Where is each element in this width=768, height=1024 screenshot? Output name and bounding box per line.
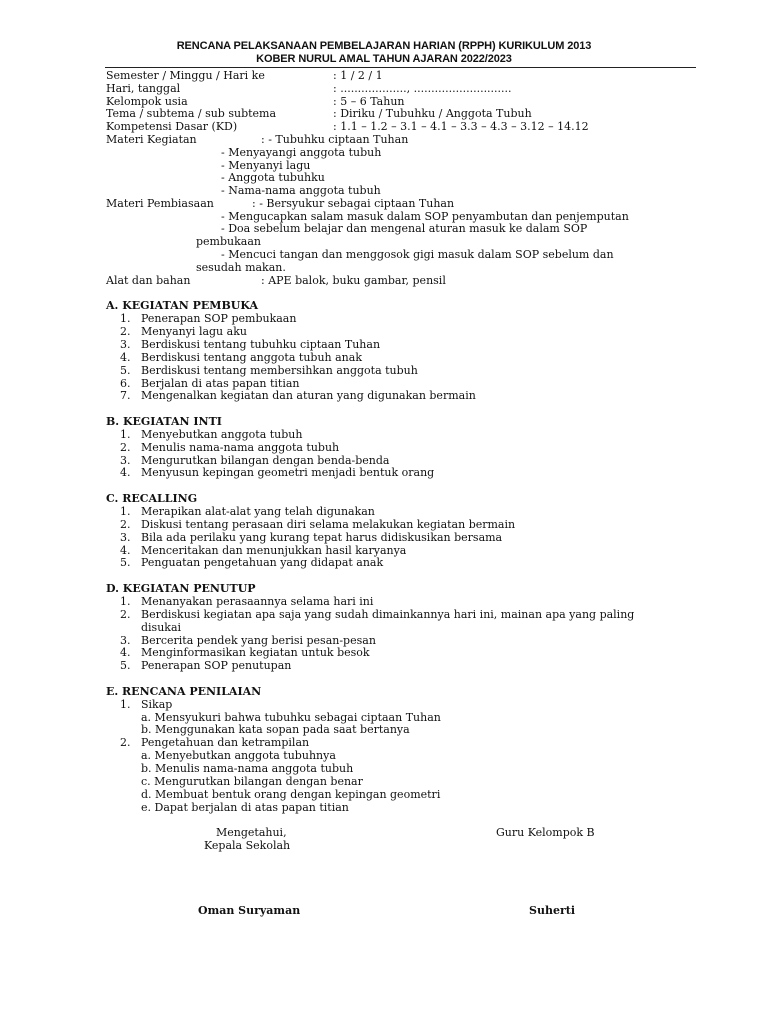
list-item: Menyanyi lagu aku [141, 325, 247, 338]
alat-value: : APE balok, buku gambar, pensil [261, 274, 446, 287]
signature-right-role: Guru Kelompok B [496, 826, 595, 839]
list-item: Menginformasikan kegiatan untuk besok [141, 646, 370, 659]
info-value-theme: : Diriku / Tubuhku / Anggota Tubuh [333, 107, 532, 120]
list-number: 4. [120, 351, 131, 364]
materi-pembiasaan-item: - Mencuci tangan dan menggosok gigi masuk dalam SOP sebelum dan [221, 248, 614, 261]
list-number: 1. [120, 698, 131, 711]
list-number: 2. [120, 441, 131, 454]
list-item: Berjalan di atas papan titian [141, 377, 300, 390]
list-number: 3. [120, 634, 131, 647]
materi-kegiatan-label: Materi Kegiatan [106, 133, 197, 146]
list-number: 1. [120, 595, 131, 608]
list-number: 1. [120, 312, 131, 325]
section-b-heading: B. KEGIATAN INTI [106, 415, 222, 428]
sub-list-item: b. Menggunakan kata sopan pada saat bertanya [141, 723, 410, 736]
list-number: 5. [120, 364, 131, 377]
sub-list-item: b. Menulis nama-nama anggota tubuh [141, 762, 354, 775]
info-label-theme: Tema / subtema / sub subtema [106, 107, 277, 120]
signature-left-caption: Mengetahui, [216, 826, 287, 839]
sub-list-item: d. Membuat bentuk orang dengan kepingan geometri [141, 788, 441, 801]
list-item: Mengenalkan kegiatan dan aturan yang digunakan bermain [141, 389, 476, 402]
list-number: 2. [120, 736, 131, 749]
list-item: Berdiskusi kegiatan apa saja yang sudah dimainkannya hari ini, mainan apa yang paling [141, 608, 635, 621]
materi-pembiasaan-item: - Doa sebelum belajar dan mengenal aturan masuk ke dalam SOP [221, 222, 588, 235]
info-value-date: : ..................., ............................ [333, 82, 512, 95]
section-d-heading: D. KEGIATAN PENUTUP [106, 582, 256, 595]
info-label-semester: Semester / Minggu / Hari ke [106, 69, 265, 82]
info-value-kd: : 1.1 – 1.2 – 3.1 – 4.1 – 3.3 – 4.3 – 3.12 – 14.12 [333, 120, 589, 133]
list-number: 3. [120, 338, 131, 351]
header-divider [105, 67, 696, 68]
materi-pembiasaan-item-cont: sesudah makan. [196, 261, 286, 274]
list-number: 6. [120, 377, 131, 390]
section-e-heading: E. RENCANA PENILAIAN [106, 685, 262, 698]
list-number: 4. [120, 544, 131, 557]
list-item: Sikap [141, 698, 173, 711]
list-item: Bercerita pendek yang berisi pesan-pesan [141, 634, 376, 647]
materi-kegiatan-item: - Nama-nama anggota tubuh [221, 184, 381, 197]
materi-pembiasaan-item-cont: pembukaan [196, 235, 261, 248]
list-item: Mengurutkan bilangan dengan benda-benda [141, 454, 390, 467]
list-item-cont: disukai [141, 621, 182, 634]
sub-list-item: a. Mensyukuri bahwa tubuhku sebagai ciptaan Tuhan [141, 711, 441, 724]
signature-left-role: Kepala Sekolah [204, 839, 291, 852]
list-number: 2. [120, 608, 131, 621]
list-number: 4. [120, 646, 131, 659]
list-number: 4. [120, 466, 131, 479]
list-item: Pengetahuan dan ketrampilan [141, 736, 310, 749]
list-item: Penerapan SOP pembukaan [141, 312, 297, 325]
materi-kegiatan-item: - Menyanyi lagu [221, 159, 311, 172]
list-number: 2. [120, 518, 131, 531]
list-item: Menyebutkan anggota tubuh [141, 428, 303, 441]
document-subtitle: KOBER NURUL AMAL TAHUN AJARAN 2022/2023 [256, 53, 512, 65]
materi-kegiatan-item: - Menyayangi anggota tubuh [221, 146, 382, 159]
materi-pembiasaan-first: : - Bersyukur sebagai ciptaan Tuhan [252, 197, 455, 210]
info-value-age: : 5 – 6 Tahun [333, 95, 405, 108]
list-number: 5. [120, 556, 131, 569]
list-item: Diskusi tentang perasaan diri selama melakukan kegiatan bermain [141, 518, 516, 531]
list-item: Berdiskusi tentang tubuhku ciptaan Tuhan [141, 338, 381, 351]
info-label-date: Hari, tanggal [106, 82, 181, 95]
sub-list-item: c. Mengurutkan bilangan dengan benar [141, 775, 363, 788]
signature-right-name: Suherti [529, 904, 575, 917]
list-number: 3. [120, 531, 131, 544]
signature-left-name: Oman Suryaman [198, 904, 301, 917]
info-label-age: Kelompok usia [106, 95, 188, 108]
list-item: Menulis nama-nama anggota tubuh [141, 441, 340, 454]
list-number: 3. [120, 454, 131, 467]
document-title: RENCANA PELAKSANAAN PEMBELAJARAN HARIAN (RPPH) KURIKULUM 2013 [176, 40, 592, 52]
list-item: Penguatan pengetahuan yang didapat anak [141, 556, 384, 569]
sub-list-item: e. Dapat berjalan di atas papan titian [141, 801, 349, 814]
materi-pembiasaan-label: Materi Pembiasaan [106, 197, 214, 210]
list-number: 5. [120, 659, 131, 672]
alat-label: Alat dan bahan [106, 274, 191, 287]
list-number: 1. [120, 428, 131, 441]
list-number: 1. [120, 505, 131, 518]
list-item: Menanyakan perasaannya selama hari ini [141, 595, 374, 608]
info-value-semester: : 1 / 2 / 1 [333, 69, 383, 82]
sub-list-item: a. Menyebutkan anggota tubuhnya [141, 749, 336, 762]
list-item: Berdiskusi tentang anggota tubuh anak [141, 351, 362, 364]
materi-kegiatan-first: : - Tubuhku ciptaan Tuhan [261, 133, 409, 146]
list-item: Bila ada perilaku yang kurang tepat harus didiskusikan bersama [141, 531, 503, 544]
info-label-kd: Kompetensi Dasar (KD) [106, 120, 238, 133]
list-number: 7. [120, 389, 131, 402]
materi-kegiatan-item: - Anggota tubuhku [221, 171, 325, 184]
list-item: Berdiskusi tentang membersihkan anggota tubuh [141, 364, 418, 377]
section-c-heading: C. RECALLING [106, 492, 198, 505]
list-number: 2. [120, 325, 131, 338]
list-item: Merapikan alat-alat yang telah digunakan [141, 505, 375, 518]
list-item: Penerapan SOP penutupan [141, 659, 292, 672]
list-item: Menyusun kepingan geometri menjadi bentuk orang [141, 466, 435, 479]
list-item: Menceritakan dan menunjukkan hasil karyanya [141, 544, 407, 557]
materi-pembiasaan-item: - Mengucapkan salam masuk dalam SOP penyambutan dan penjemputan [221, 210, 629, 223]
section-a-heading: A. KEGIATAN PEMBUKA [106, 299, 258, 312]
